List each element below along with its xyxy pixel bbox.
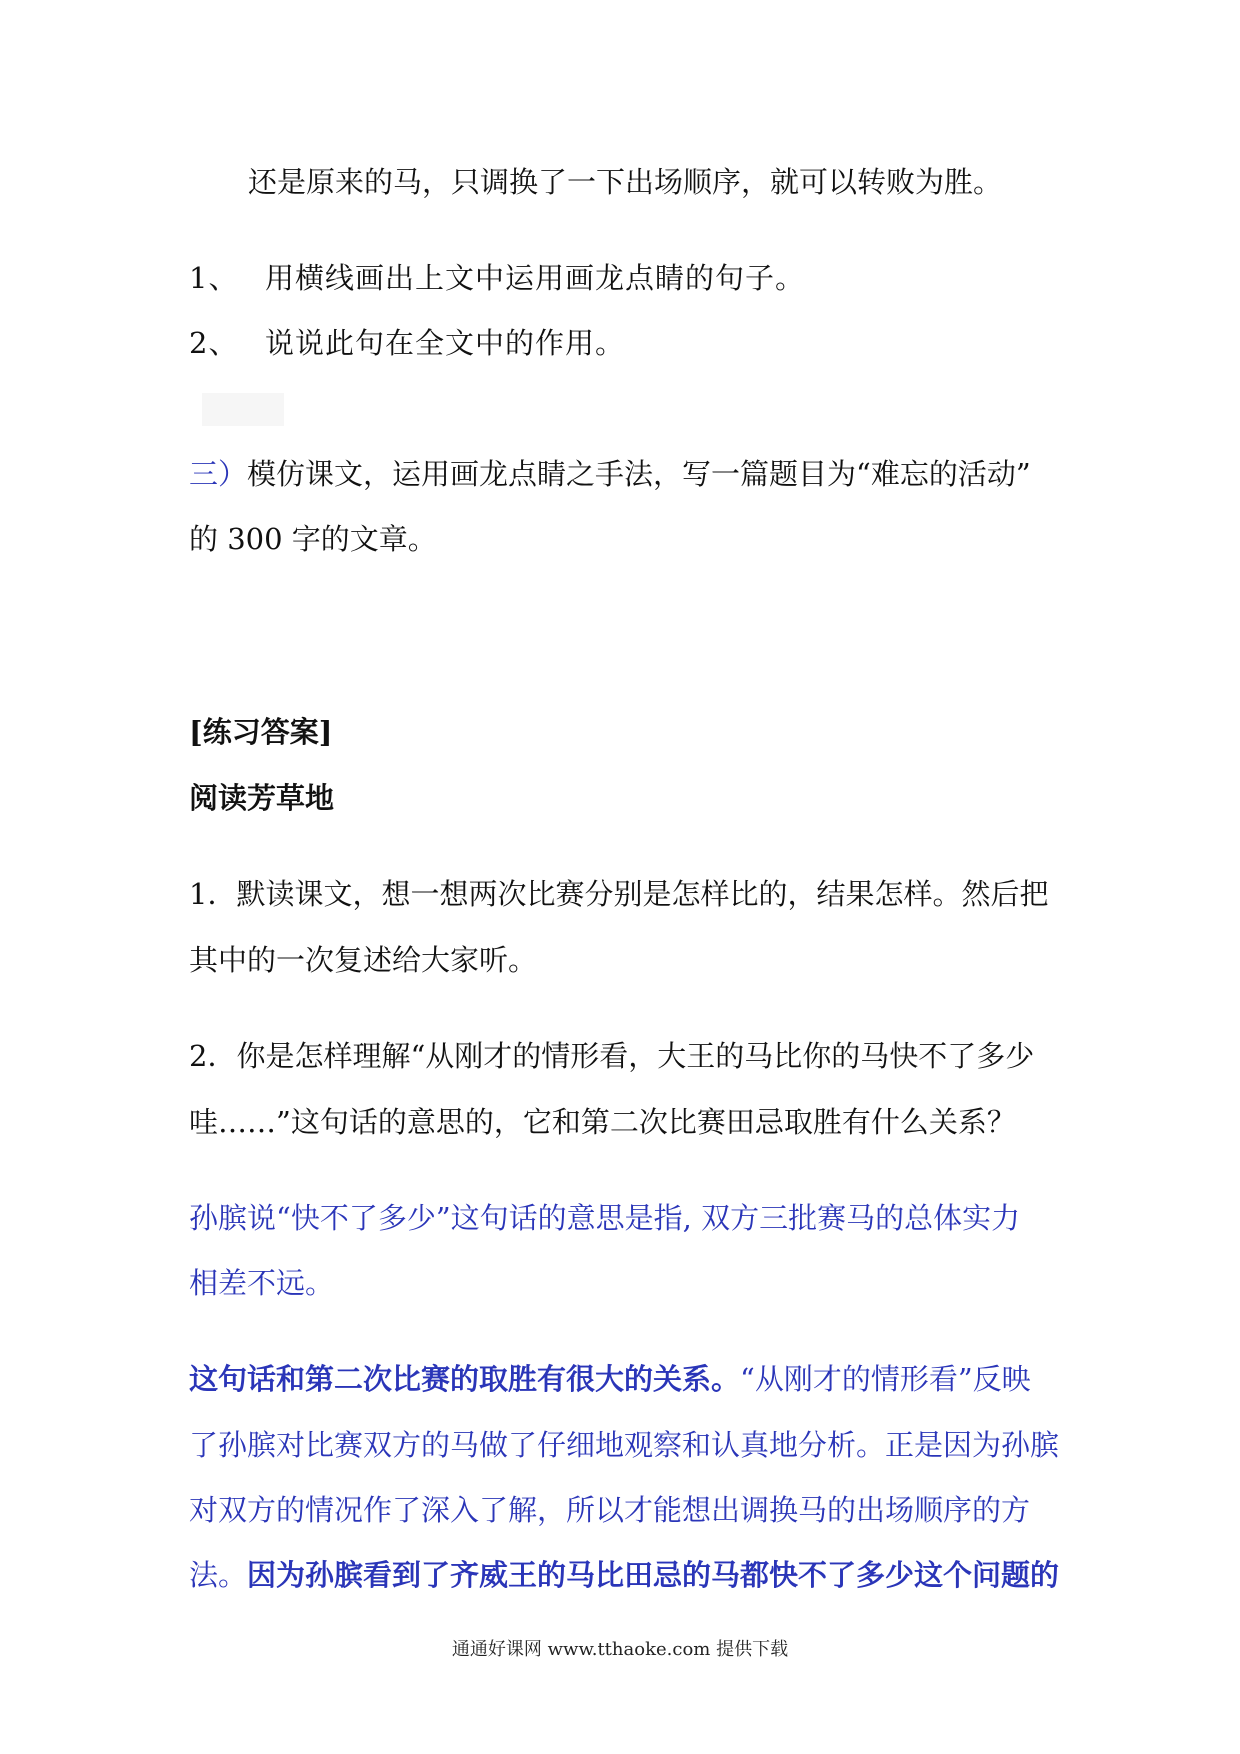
answers-heading: [练习答案]	[189, 715, 333, 749]
task-3-text: 模仿课文，运用画龙点睛之手法，写一篇题目为“难忘的活动”	[247, 457, 1031, 491]
blue-answer-2-line-3: 对双方的情况作了深入了解，所以才能想出调换马的出场顺序的方	[189, 1493, 1031, 1527]
question-1-text: 用横线画出上文中运用画龙点睛的句子。	[265, 261, 806, 295]
page-footer: 通通好课网 www.tthaoke.com 提供下载	[451, 1639, 789, 1660]
task-3-line-2: 的 300 字的文章。	[189, 522, 437, 556]
task-3-prefix: 三）	[189, 457, 248, 491]
question-2-number: 2、	[189, 326, 239, 360]
section-title: 阅读芳草地	[189, 781, 335, 815]
question-1	[189, 258, 805, 298]
answer-2-line-2: 哇……”这句话的意思的，它和第二次比赛田忌取胜有什么关系？	[189, 1105, 1016, 1139]
blue-answer-1-line-2: 相差不远。	[189, 1266, 335, 1300]
task-3-line-1	[189, 454, 1031, 494]
question-2-text: 说说此句在全文中的作用。	[265, 326, 626, 360]
answer-2-line-1: 2．你是怎样理解“从刚才的情形看，大王的马比你的马快不了多少	[189, 1039, 1035, 1073]
question-2	[189, 323, 625, 363]
answer-1-line-1: 1．默读课文，想一想两次比赛分别是怎样比的，结果怎样。然后把	[189, 877, 1049, 911]
text-line-1: 还是原来的马，只调换了一下出场顺序，就可以转败为胜。	[248, 165, 1003, 199]
blue-answer-2-line-2: 了孙膑对比赛双方的马做了仔细地观察和认真地分析。正是因为孙膑	[189, 1428, 1060, 1462]
answer-1-line-2: 其中的一次复述给大家听。	[189, 943, 538, 977]
gray-highlight-box	[202, 393, 284, 426]
blue-answer-2-rest: “从刚才的情形看”反映	[740, 1362, 1031, 1396]
question-1-number: 1、	[189, 261, 239, 295]
blue-answer-2-line-4-bold: 因为孙膑看到了齐威王的马比田忌的马都快不了多少这个问题的	[247, 1558, 1060, 1592]
blue-answer-1-line-1: 孙膑说“快不了多少”这句话的意思是指, 双方三批赛马的总体实力	[189, 1201, 1021, 1235]
blue-answer-2-bold-lead: 这句话和第二次比赛的取胜有很大的关系。	[189, 1362, 741, 1396]
blue-answer-2-line-1	[189, 1359, 1031, 1399]
blue-answer-2-line-4-start: 法。	[189, 1558, 248, 1592]
blue-answer-2-line-4	[189, 1555, 1059, 1595]
